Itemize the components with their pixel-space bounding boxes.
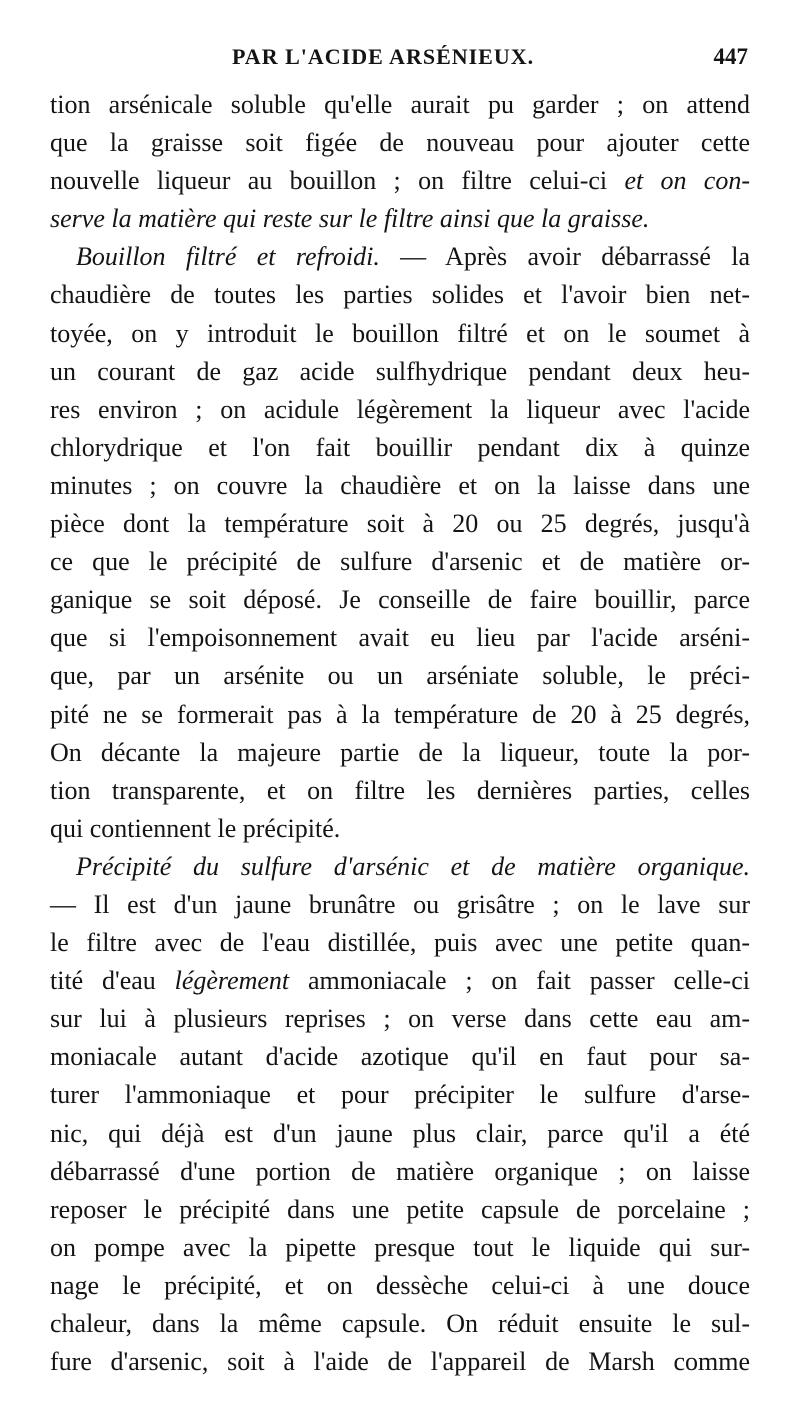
- running-title: PAR L'ACIDE ARSÉNIEUX.: [232, 44, 535, 69]
- text-run: nouvelle liqueur au bouillon ; on filtre celui-ci: [50, 166, 625, 196]
- text-run: — Après avoir débarrassé la: [379, 242, 750, 272]
- text-run: pité ne se formerait pas à la température de 20 à 25 degrés,: [50, 699, 750, 729]
- text-line: [50, 657, 750, 695]
- text-run: reposer le précipité dans une petite capsule de porcelaine ;: [50, 1194, 750, 1224]
- text-line: [50, 734, 750, 772]
- text-line: [50, 1038, 750, 1076]
- text-run: débarrassé d'une portion de matière organique ; on laisse: [50, 1156, 750, 1186]
- text-line: [50, 543, 750, 581]
- text-line: [50, 162, 750, 200]
- italic-text: et on con-: [624, 166, 750, 196]
- text-run: tité d'eau: [50, 966, 175, 996]
- text-line: [50, 276, 750, 314]
- text-run: ce que le précipité de sulfure d'arsenic et de matière or-: [50, 547, 750, 577]
- text-line: [50, 924, 750, 962]
- text-line: [50, 315, 750, 353]
- text-line: [50, 848, 750, 886]
- italic-text: Précipité du sulfure d'arsénic et de matière organique.: [76, 851, 750, 881]
- text-run: ammoniacale ; on fait passer celle-ci: [289, 966, 750, 996]
- text-run: nage le précipité, et on dessèche celui-ci à une douce: [50, 1270, 750, 1300]
- text-line: [50, 429, 750, 467]
- text-line: [50, 200, 750, 238]
- text-run: moniacale autant d'acide azotique qu'il en faut pour sa-: [50, 1042, 750, 1072]
- text-run: sur lui à plusieurs reprises ; on verse dans cette eau am-: [50, 1004, 750, 1034]
- text-line: [50, 1000, 750, 1038]
- italic-text: serve la matière qui reste sur le filtre ainsi que la graisse.: [50, 204, 650, 234]
- page-header: [0, 44, 800, 78]
- text-line: [50, 86, 750, 124]
- text-run: pièce dont la température soit à 20 ou 25 degrés, jusqu'à: [50, 509, 750, 539]
- text-run: On décante la majeure partie de la liqueur, toute la por-: [50, 737, 750, 767]
- text-run: que si l'empoisonnement avait eu lieu par l'acide arséni-: [50, 623, 750, 653]
- text-run: chlorydrique et l'on fait bouillir pendant dix à quinze: [50, 432, 750, 462]
- text-run: ganique se soit déposé. Je conseille de faire bouillir, parce: [50, 585, 750, 615]
- text-run: tion arsénicale soluble qu'elle aurait pu garder ; on attend: [50, 90, 750, 119]
- text-line: [50, 1343, 750, 1381]
- text-line: [50, 1191, 750, 1229]
- text-run: chaleur, dans la même capsule. On réduit ensuite le sul-: [50, 1309, 750, 1338]
- text-run: un courant de gaz acide sulfhydrique pendant deux heu-: [50, 356, 750, 386]
- text-line: [50, 962, 750, 1000]
- body-text: [50, 86, 750, 1381]
- text-run: — Il est d'un jaune brunâtre ou grisâtre ; on le lave sur: [50, 889, 750, 919]
- text-line: [50, 1076, 750, 1114]
- text-run: minutes ; on couvre la chaudière et on la laisse dans une: [50, 470, 750, 500]
- text-run: le filtre avec de l'eau distillée, puis avec une petite quan-: [50, 928, 750, 958]
- text-line: [50, 619, 750, 657]
- text-line: [50, 353, 750, 391]
- text-run: turer l'ammoniaque et pour précipiter le sulfure d'arse-: [50, 1080, 750, 1110]
- text-line: [50, 467, 750, 505]
- text-line: [50, 1305, 750, 1343]
- text-line: [50, 581, 750, 619]
- text-line: [50, 1267, 750, 1305]
- text-line: [50, 810, 750, 848]
- text-line: [50, 1153, 750, 1191]
- text-run: fure d'arsenic, soit à l'aide de l'appareil de Marsh comme: [50, 1347, 750, 1377]
- italic-text: Bouillon filtré et refroidi.: [76, 242, 380, 272]
- text-line: [50, 1115, 750, 1153]
- text-run: que la graisse soit figée de nouveau pour ajouter cette: [50, 128, 750, 158]
- text-line: [50, 505, 750, 543]
- text-run: nic, qui déjà est d'un jaune plus clair, parce qu'il a été: [50, 1118, 750, 1148]
- text-line: [50, 696, 750, 734]
- text-run: que, par un arsénite ou un arséniate soluble, le préci-: [50, 661, 750, 691]
- text-run: on pompe avec la pipette presque tout le liquide qui sur-: [50, 1232, 750, 1262]
- text-line: [50, 772, 750, 810]
- text-run: tion transparente, et on filtre les dernières parties, celles: [50, 775, 750, 805]
- text-line: [50, 391, 750, 429]
- italic-text: légèrement: [174, 966, 290, 996]
- text-run: qui contiennent le précipité.: [50, 813, 341, 843]
- text-run: chaudière de toutes les parties solides et l'avoir bien net-: [50, 280, 750, 310]
- page-number: 447: [713, 44, 748, 69]
- text-line: [50, 124, 750, 162]
- text-run: res environ ; on acidule légèrement la liqueur avec l'acide: [50, 394, 750, 424]
- text-line: [50, 1229, 750, 1267]
- text-run: toyée, on y introduit le bouillon filtré et on le soumet à: [50, 318, 750, 348]
- text-line: [50, 886, 750, 924]
- text-line: [50, 238, 750, 276]
